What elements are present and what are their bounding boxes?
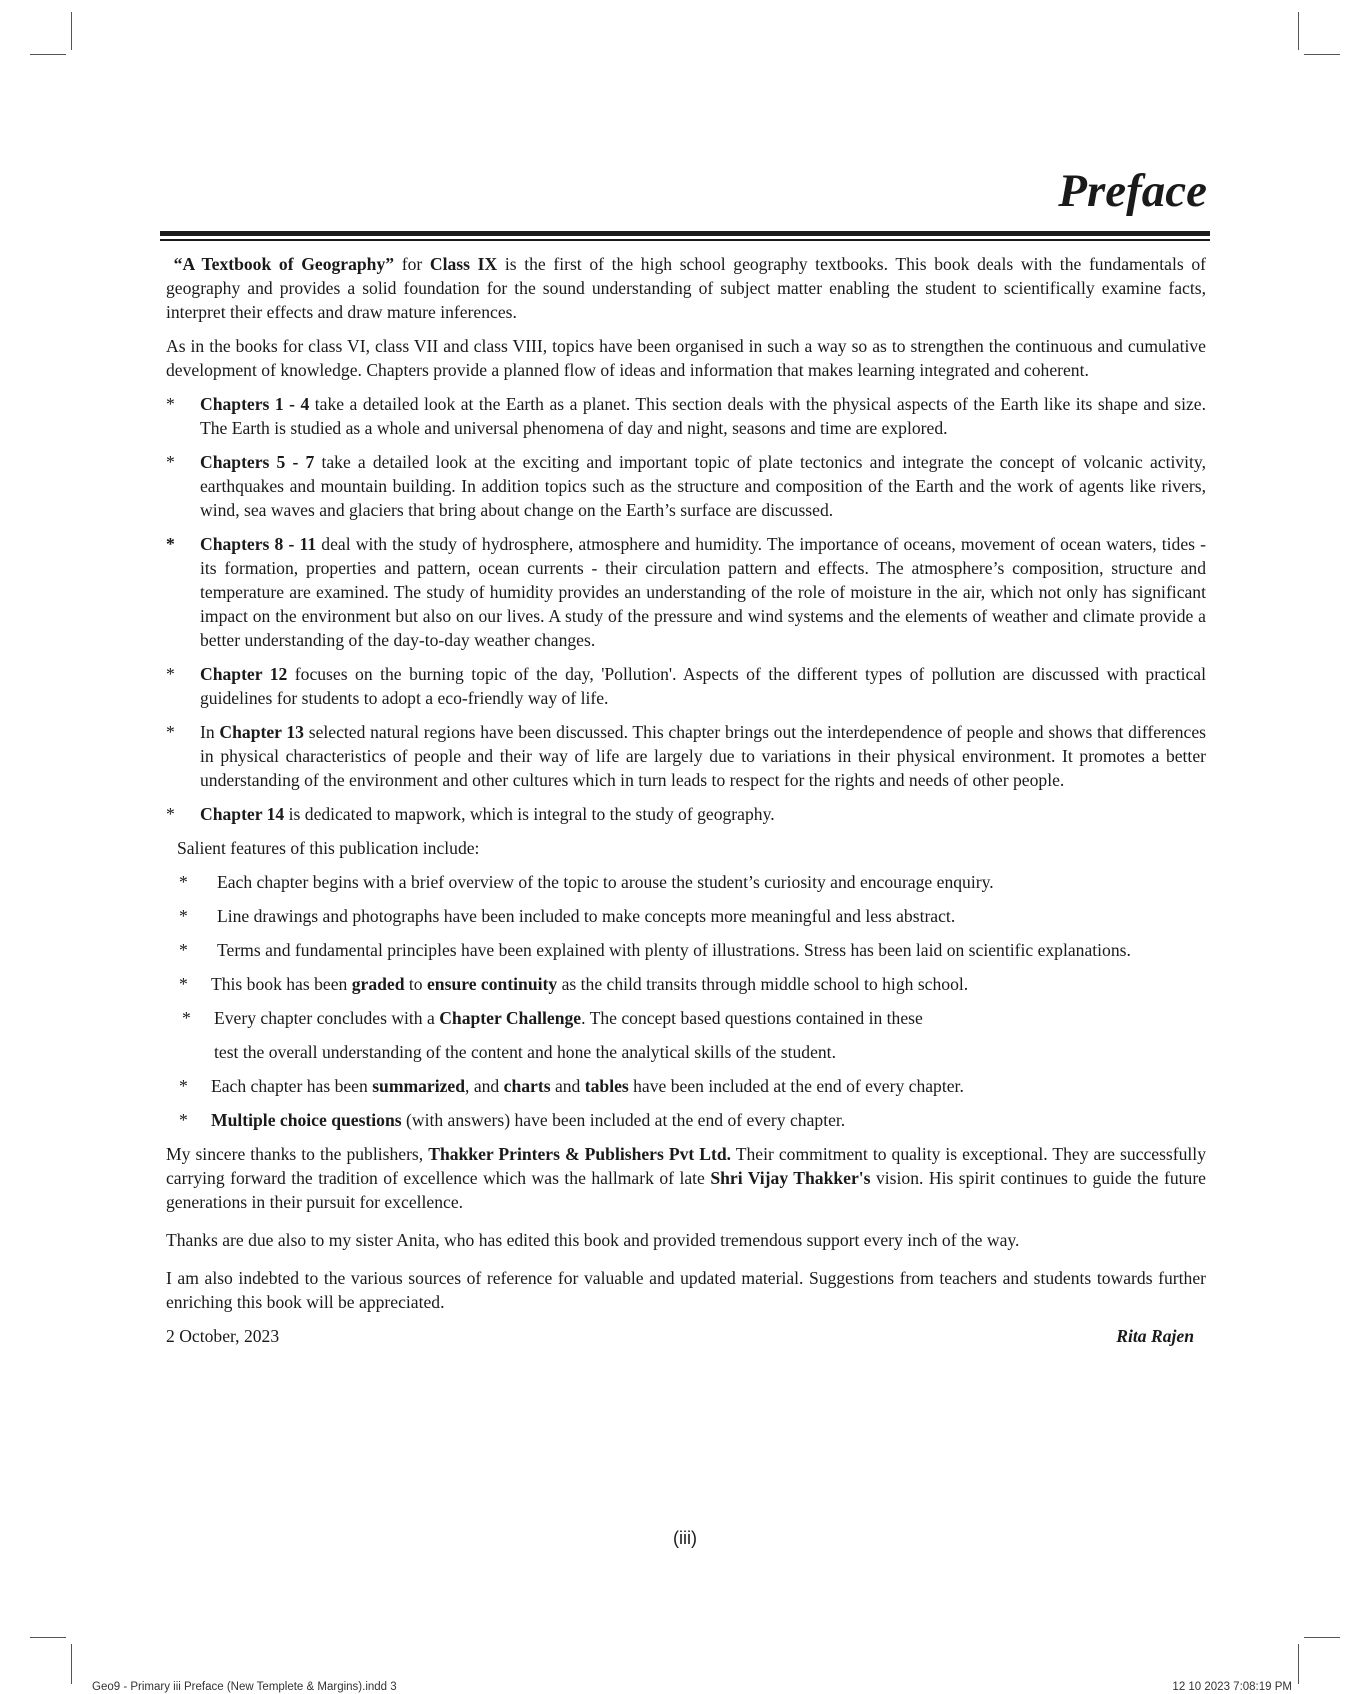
chapter-range: Chapters 8 - 11 bbox=[200, 534, 317, 554]
bullet-star: * bbox=[166, 534, 175, 554]
bullet-star: * bbox=[179, 1110, 188, 1130]
crop-mark-bottom-right-v bbox=[1298, 1644, 1299, 1684]
preface-date: 2 October, 2023 bbox=[166, 1326, 280, 1346]
chapter-item: * Chapter 12 focuses on the burning topic of the day, 'Pollution'. Aspects of the different types of pollution are discussed with practical guidelines for students to adopt a eco-friendly way of life. bbox=[166, 664, 1206, 708]
crop-mark-bottom-right-h bbox=[1304, 1637, 1340, 1638]
slug-file-name: Geo9 - Primary iii Preface (New Templete & Margins).indd 3 bbox=[92, 1681, 397, 1693]
bullet-star: * bbox=[179, 906, 188, 926]
page-number: (iii) bbox=[673, 1528, 697, 1548]
crop-mark-top-left-h bbox=[30, 54, 66, 55]
bullet-star: * bbox=[179, 940, 188, 960]
chapter-range: Chapter 14 bbox=[200, 804, 285, 824]
salient-features-heading: Salient features of this publication include: bbox=[177, 838, 480, 858]
bullet-star: * bbox=[179, 1076, 188, 1096]
chapter-range: Chapters 1 - 4 bbox=[200, 394, 310, 414]
feature-item: * This book has been graded to ensure continuity as the child transits through middle school to high school. bbox=[179, 974, 969, 994]
feature-continuation: test the overall understanding of the content and hone the analytical skills of the student. bbox=[214, 1042, 836, 1062]
feature-item: * Each chapter has been summarized, and charts and tables have been included at the end of every chapter. bbox=[179, 1076, 964, 1096]
book-title: “A Textbook of Geography” bbox=[173, 254, 395, 274]
crop-mark-top-left-v bbox=[71, 12, 72, 50]
feature-item: * Multiple choice questions (with answers) have been included at the end of every chapter. bbox=[179, 1110, 846, 1130]
chapter-range: Chapter 13 bbox=[219, 722, 304, 742]
bullet-star: * bbox=[179, 974, 188, 994]
bullet-star: * bbox=[166, 452, 175, 472]
chapter-item: * Chapters 5 - 7 take a detailed look at the exciting and important topic of plate tectonics and integrate the concept of volcanic activity, earthquakes and mountain building. In addition topics such as the structure and composition of the Earth and the work of agents like rivers, wind, sea waves and glaciers that bring about change on the Earth’s surface are discussed. bbox=[166, 452, 1206, 520]
crop-mark-top-right-h bbox=[1304, 54, 1340, 55]
founder-name: Shri Vijay Thakker's bbox=[710, 1168, 871, 1188]
author-name: Rita Rajen bbox=[1116, 1326, 1194, 1346]
crop-mark-bottom-left-v bbox=[71, 1644, 72, 1684]
signature-line bbox=[166, 1324, 1206, 1348]
bullet-star: * bbox=[182, 1008, 191, 1028]
organisation-paragraph: As in the books for class VI, class VII and class VIII, topics have been organised in such a way so as to strengthen the continuous and cumulative development of knowledge. Chapters provide a planned flow of ideas and information that makes learning integrated and coherent. bbox=[166, 336, 1206, 380]
chapter-range: Chapter 12 bbox=[200, 664, 288, 684]
slug-timestamp: 12 10 2023 7:08:19 PM bbox=[1172, 1681, 1292, 1693]
preface-body bbox=[166, 252, 1206, 1348]
bullet-star: * bbox=[166, 722, 175, 742]
chapter-item: * In Chapter 13 selected natural regions have been discussed. This chapter brings out the interdependence of people and shows that differences in physical characteristics of people and their way of life are largely due to variations in their physical environment. It promotes a better understanding of the environment and other cultures which in turn leads to respect for the rights and needs of other people. bbox=[166, 722, 1206, 790]
chapter-item: * Chapters 8 - 11 deal with the study of hydrosphere, atmosphere and humidity. The importance of oceans, movement of ocean waters, tides - its formation, properties and pattern, ocean currents - their circulation pattern and effects. The atmosphere’s composition, structure and temperature are examined. The study of humidity provides an understanding of the role of moisture in the air, which not only has significant impact on the environment but also on our lives. A study of the pressure and wind systems and the elements of weather and climate provide a better understanding of the day-to-day weather changes. bbox=[166, 534, 1206, 650]
title-rule-thick bbox=[160, 231, 1210, 236]
crop-mark-bottom-left-h bbox=[30, 1637, 66, 1638]
chapter-item: * Chapter 14 is dedicated to mapwork, which is integral to the study of geography. bbox=[166, 804, 775, 824]
thanks-sister-paragraph: Thanks are due also to my sister Anita, who has edited this book and provided tremendous support every inch of the way. bbox=[166, 1230, 1020, 1250]
feature-item: * Line drawings and photographs have been included to make concepts more meaningful and less abstract. bbox=[179, 906, 956, 926]
title-rule-thin bbox=[160, 239, 1210, 241]
feature-item: * Every chapter concludes with a Chapter Challenge. The concept based questions contained in these bbox=[182, 1008, 923, 1028]
bullet-star: * bbox=[179, 872, 188, 892]
publisher-name: Thakker Printers & Publishers Pvt Ltd. bbox=[428, 1144, 732, 1164]
bullet-star: * bbox=[166, 804, 175, 824]
page-title: Preface bbox=[1058, 165, 1207, 217]
closing-paragraph: I am also indebted to the various sources of reference for valuable and updated material. Suggestions from teachers and students towards further enriching this book will be appreciated. bbox=[166, 1268, 1206, 1312]
feature-item: * Terms and fundamental principles have been explained with plenty of illustrations. Stress has been laid on scientific explanations. bbox=[179, 940, 1131, 960]
crop-mark-top-right-v bbox=[1298, 12, 1299, 50]
thanks-paragraph: My sincere thanks to the publishers, Thakker Printers & Publishers Pvt Ltd. Their commitment to quality is exceptional. They are successfully carrying forward the tradition of excellence which was the hallmark of late Shri Vijay Thakker's vision. His spirit continues to guide the future generations in their pursuit for excellence. bbox=[166, 1144, 1206, 1212]
bullet-star: * bbox=[166, 664, 175, 684]
chapter-item: * Chapters 1 - 4 take a detailed look at the Earth as a planet. This section deals with the physical aspects of the Earth like its shape and size. The Earth is studied as a whole and universal phenomena of day and night, seasons and time are explored. bbox=[166, 394, 1206, 438]
class-name: Class IX bbox=[429, 254, 498, 274]
feature-list-continued bbox=[166, 1074, 1206, 1132]
feature-list bbox=[166, 870, 1206, 1030]
feature-item: * Each chapter begins with a brief overview of the topic to arouse the student’s curiosity and encourage enquiry. bbox=[179, 872, 994, 892]
chapter-range: Chapters 5 - 7 bbox=[200, 452, 315, 472]
intro-paragraph: “A Textbook of Geography” for Class IX is the first of the high school geography textbooks. This book deals with the fundamentals of geography and provides a solid foundation for the sound understanding of subject matter enabling the student to scientifically examine facts, interpret their effects and draw mature inferences. bbox=[166, 254, 1207, 322]
chapter-list bbox=[166, 392, 1206, 826]
bullet-star: * bbox=[166, 394, 175, 414]
